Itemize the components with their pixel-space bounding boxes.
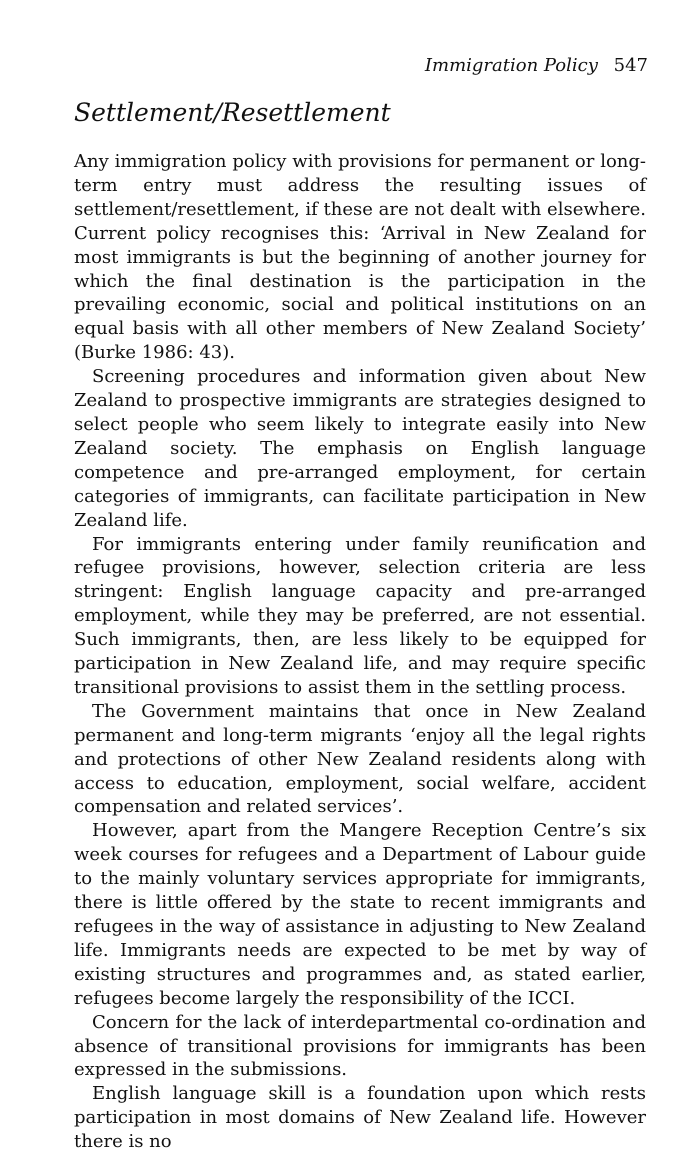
paragraph-4: The Government maintains that once in New Zealand permanent and long-term migrants ‘enjoy all the legal rights and protections of other New Zealand residents along with access to education, employment, social welfare, accident compensation and related services’. xyxy=(74,700,646,818)
paragraph-7: English language skill is a foundation upon which rests participation in most domains of New Zealand life. However there is no xyxy=(74,1083,646,1153)
paragraph-5: However, apart from the Mangere Reception Centre’s six week courses for refugees and a Department of Labour guide to the mainly voluntary services appropriate for immigrants, there is little offered by the state to recent immigrants and refugees in the way of assistance in adjusting to New Zealand life. Immigrants needs are expected to be met by way of existing structures and programmes and, as stated earlier, refugees become largely the responsibility of the ICCI. xyxy=(74,820,646,1009)
page-number: 547 xyxy=(613,55,648,76)
section-heading: Settlement/Resettlement xyxy=(74,98,391,127)
running-header xyxy=(425,54,648,78)
body-text xyxy=(74,150,646,1154)
paragraph-6: Concern for the lack of interdepartmental co-ordination and absence of transitional provisions for immigrants has been expressed in the submissions. xyxy=(74,1011,646,1081)
paragraph-3: For immigrants entering under family reunification and refugee provisions, however, selection criteria are less stringent: English language capacity and pre-arranged employment, while they may be preferred, are not essential. Such immigrants, then, are less likely to be equipped for participation in New Zealand life, and may require specific transitional provisions to assist them in the settling process. xyxy=(74,533,646,698)
paragraph-2: Screening procedures and information given about New Zealand to prospective immigrants are strategies designed to select people who seem likely to integrate easily into New Zealand society. The emphasis on English language competence and pre-arranged employment, for certain categories of immigrants, can facilitate participation in New Zealand life. xyxy=(74,366,646,531)
paragraph-1: Any immigration policy with provisions for permanent or long-term entry must address the resulting issues of settlement/resettlement, if these are not dealt with elsewhere. Current policy recognises this: ‘Arrival in New Zealand for most immigrants is but the beginning of another journey for which the final destination is the participation in the prevailing economic, social and political institutions on an equal basis with all other members of New Zealand Society’ (Burke 1986: 43). xyxy=(74,151,646,364)
running-title: Immigration Policy xyxy=(424,55,598,76)
